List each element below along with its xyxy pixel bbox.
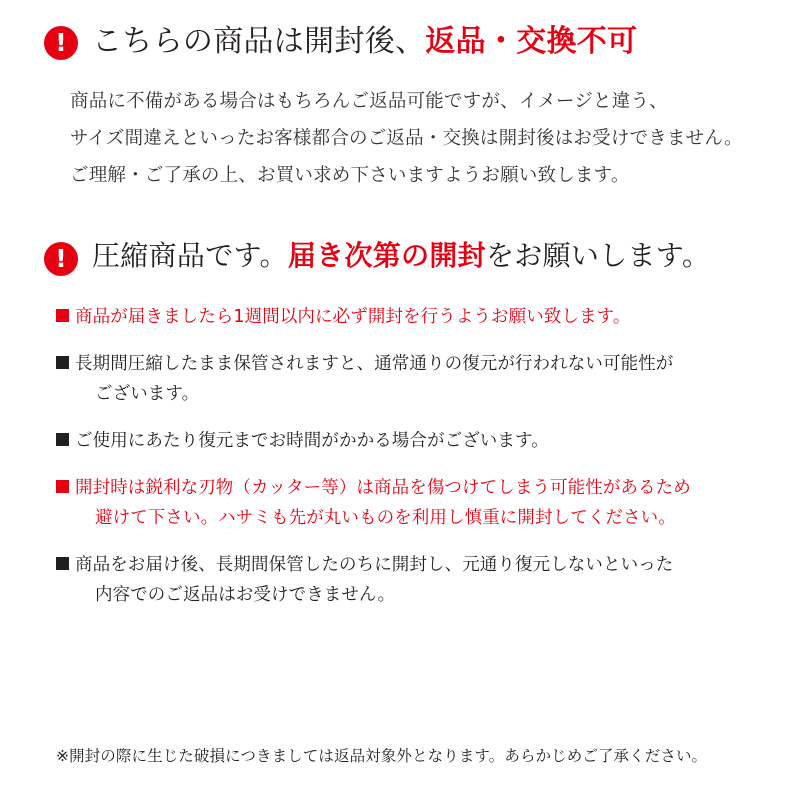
list-item-text [75, 349, 673, 410]
exclamation-icon: ! [44, 26, 78, 60]
section-2-heading [44, 238, 756, 276]
exclamation-icon: ! [44, 242, 78, 276]
square-bullet-icon [56, 309, 69, 322]
list-item-line-1: 商品をお届け後、長期間保管したのちに開封し、元通り復元しないといった [75, 554, 674, 575]
list-item [56, 349, 756, 410]
list-item-text [75, 426, 549, 457]
square-bullet-icon [56, 433, 69, 446]
square-bullet-icon [56, 557, 69, 570]
square-bullet-icon [56, 480, 69, 493]
section-1-heading-text [92, 22, 637, 61]
section-1-paragraph-line-2: サイズ間違えといったお客様都合のご返品・交換は開封後はお受けできません。 [70, 128, 743, 149]
list-item-line-1: ご使用にあたり復元までお時間がかかる場合がございます。 [75, 430, 549, 451]
section-1-paragraph-line-1: 商品に不備がある場合はもちろんご返品可能ですが、イメージと違う、 [70, 91, 668, 112]
section-2-heading-part3: をお願いします。 [485, 239, 711, 272]
section-2-heading-part1: 圧縮商品です。 [92, 239, 288, 272]
square-bullet-icon [56, 356, 69, 369]
list-item-line-2: 内容でのご返品はお受けできません。 [95, 585, 396, 606]
section-1-heading-part1: こちらの商品は開封後、 [92, 24, 426, 59]
section-1-heading-part2: 返品・交換不可 [425, 24, 638, 59]
section-2-heading-text [92, 238, 710, 274]
footnote-text: ※開封の際に生じた破損につきましては返品対象外となります。あらかじめご了承ください。 [56, 747, 708, 765]
list-item-line-2: ございます。 [95, 384, 200, 405]
list-item [56, 473, 756, 534]
section-1-paragraph [70, 83, 756, 194]
section-1-paragraph-line-3: ご理解・ご了承の上、お買い求め下さいますようお願い致します。 [70, 165, 630, 186]
list-item-line-1: 商品が届きましたら1週間以内に必ず開封を行うようお願い致します。 [75, 307, 631, 327]
list-item-line-2: 避けて下さい。ハサミも先が丸いものを利用し慎重に開封してください。 [95, 508, 676, 529]
section-1-heading [44, 22, 756, 61]
section-2 [44, 238, 756, 611]
list-item [56, 426, 756, 457]
list-item-text [75, 473, 691, 534]
list-item [56, 550, 756, 611]
list-item-text [75, 302, 630, 333]
list-item [56, 302, 756, 333]
bullet-list [56, 302, 756, 611]
section-2-heading-part2: 届き次第の開封 [287, 239, 486, 272]
list-item-line-1: 開封時は鋭利な刃物（カッター等）は商品を傷つけてしまう可能性があるため [75, 477, 691, 498]
list-item-text [75, 550, 673, 611]
list-item-line-1: 長期間圧縮したまま保管されますと、通常通りの復元が行われない可能性が [75, 353, 674, 374]
